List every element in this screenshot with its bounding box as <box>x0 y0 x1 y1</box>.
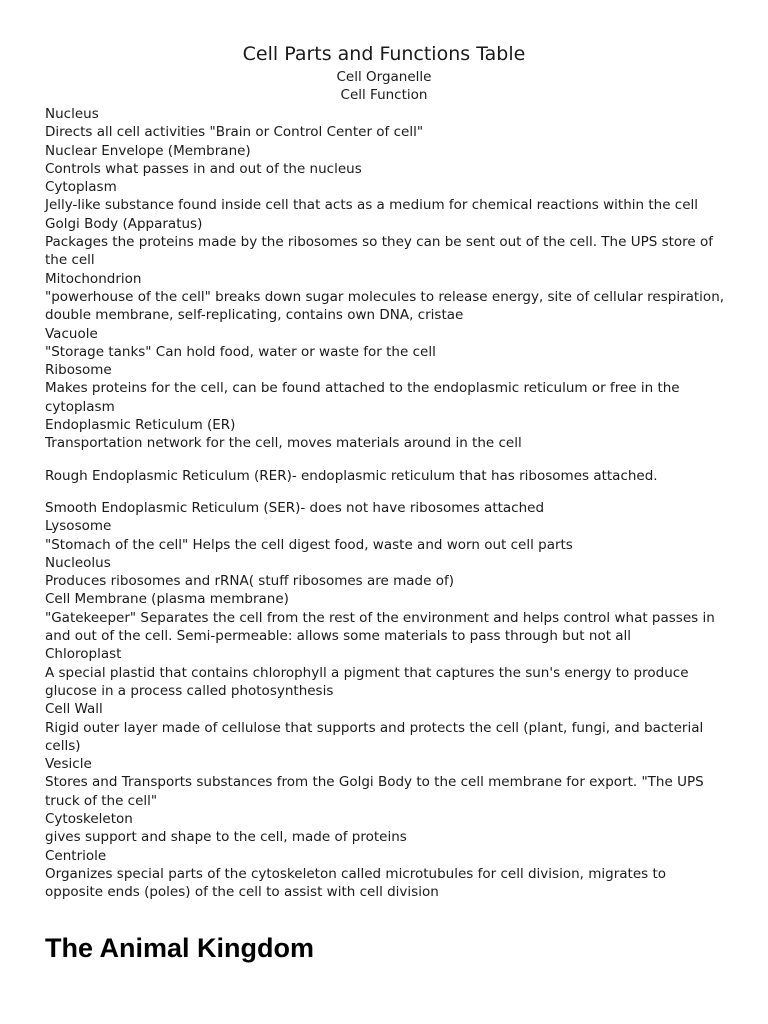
table-row-subtype <box>45 499 725 517</box>
table-row <box>45 517 725 554</box>
organelle-name: Chloroplast <box>45 646 122 663</box>
organelle-function: A special plastid that contains chlorophyll a pigment that captures the sun's energy to produce glucose in a process called photosynthesis <box>45 664 689 699</box>
organelle-function: Rigid outer layer made of cellulose that supports and protects the cell (plant, fungi, and bacterial cells) <box>45 719 704 754</box>
organelle-name: Cell Wall <box>45 701 103 718</box>
organelle-name: Endoplasmic Reticulum (ER) <box>45 417 236 434</box>
organelle-name: Nuclear Envelope (Membrane) <box>45 142 251 159</box>
organelle-function: Controls what passes in and out of the nucleus <box>45 160 362 177</box>
table-row <box>45 325 725 362</box>
column-header-organelle: Cell Organelle <box>336 69 432 85</box>
organelle-function: "Storage tanks" Can hold food, water or waste for the cell <box>45 343 436 360</box>
table-row <box>45 142 725 179</box>
organelle-function: "Gatekeeper" Separates the cell from the rest of the environment and helps control what passes in and out of the cell. Semi-permeable: allows some materials to pass through but not all <box>45 609 715 645</box>
table-row <box>45 105 725 142</box>
table-row <box>45 178 725 215</box>
organelle-name: Cytoskeleton <box>45 810 133 827</box>
organelle-name: Cytoplasm <box>45 179 117 196</box>
organelle-name: Nucleolus <box>45 554 111 571</box>
table-row <box>45 270 725 325</box>
table-row <box>45 361 725 416</box>
organelle-name: Ribosome <box>45 362 112 379</box>
table-row <box>45 847 725 902</box>
entries-list <box>45 105 725 901</box>
table-row <box>45 700 725 755</box>
table-row <box>45 755 725 810</box>
organelle-function: Jelly-like substance found inside cell that acts as a medium for chemical reactions within the cell <box>45 197 699 214</box>
table-row <box>45 215 725 270</box>
organelle-function: Stores and Transports substances from the Golgi Body to the cell membrane for export. "The UPS truck of the cell" <box>45 774 704 809</box>
section-heading: The Animal Kingdom <box>45 933 314 963</box>
table-row <box>45 554 725 591</box>
organelle-function: Rough Endoplasmic Reticulum (RER)- endoplasmic reticulum that has ribosomes attached. <box>45 467 658 484</box>
organelle-function: Produces ribosomes and rRNA( stuff ribosomes are made of) <box>45 573 454 590</box>
organelle-function: Packages the proteins made by the ribosomes so they can be sent out of the cell. The UPS store of the cell <box>45 234 714 269</box>
table-row-subtype <box>45 467 725 485</box>
organelle-name: Vacuole <box>45 325 98 342</box>
organelle-name: Lysosome <box>45 518 112 535</box>
organelle-function: Organizes special parts of the cytoskeleton called microtubules for cell division, migrates to opposite ends (poles) of the cell to assist with cell division <box>45 865 666 901</box>
page-title: Cell Parts and Functions Table <box>242 43 526 65</box>
organelle-name: Golgi Body (Apparatus) <box>45 215 203 232</box>
organelle-name: Centriole <box>45 847 107 864</box>
table-row <box>45 810 725 847</box>
organelle-name: Mitochondrion <box>45 270 142 287</box>
column-header-function: Cell Function <box>340 87 428 104</box>
organelle-name: Vesicle <box>45 756 92 773</box>
organelle-function: Transportation network for the cell, moves materials around in the cell <box>45 435 522 452</box>
organelle-function: Makes proteins for the cell, can be found attached to the endoplasmic reticulum or free in the cytoplasm <box>45 380 680 415</box>
table-row <box>45 416 725 453</box>
column-headers <box>0 68 768 105</box>
organelle-function: Smooth Endoplasmic Reticulum (SER)- does not have ribosomes attached <box>45 499 545 516</box>
organelle-name: Cell Membrane (plasma membrane) <box>45 591 289 608</box>
organelle-name: Nucleus <box>45 106 99 122</box>
organelle-function: "powerhouse of the cell" breaks down sugar molecules to release energy, site of cellular respiration, double membrane, self-replicating, contains own DNA, cristae <box>45 288 725 324</box>
table-row <box>45 590 725 645</box>
organelle-function: "Stomach of the cell" Helps the cell digest food, waste and worn out cell parts <box>45 536 573 553</box>
table-row <box>45 645 725 700</box>
organelle-function: Directs all cell activities "Brain or Control Center of cell" <box>45 124 424 141</box>
organelle-function: gives support and shape to the cell, made of proteins <box>45 829 407 846</box>
